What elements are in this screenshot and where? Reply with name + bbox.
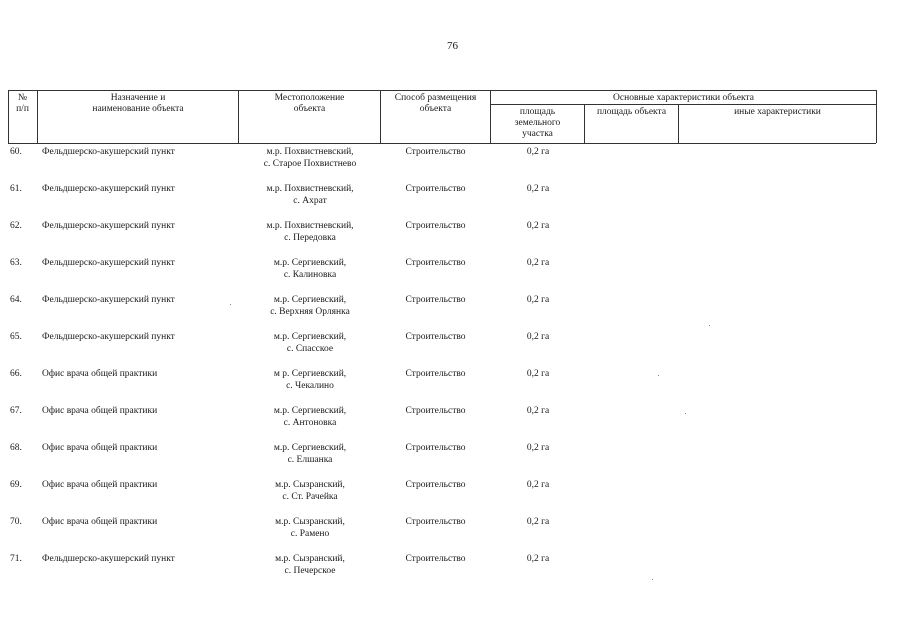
land-area: 0,2 га [526, 480, 550, 490]
land-area: 0,2 га [526, 221, 550, 231]
row-number: 71. [10, 554, 22, 564]
table-row [0, 516, 905, 553]
location-village: с. Ахрат [293, 196, 327, 206]
table-row [0, 220, 905, 257]
location-district: м.р. Похвистневский, [266, 147, 354, 157]
land-area: 0,2 га [526, 517, 550, 527]
location-district: м.р. Сызранский, [275, 480, 345, 490]
object-location [240, 294, 380, 318]
table-row [0, 331, 905, 368]
object-name: Офис врача общей практики [42, 517, 158, 527]
object-location [240, 368, 380, 392]
location-village: с. Рамено [290, 529, 330, 539]
row-number: 69. [10, 480, 22, 490]
object-location [240, 146, 380, 170]
location-district: м р. Сергиевский, [273, 369, 347, 379]
location-village: с. Калиновка [283, 270, 337, 280]
row-number: 66. [10, 369, 22, 379]
table-row [0, 405, 905, 442]
object-name: Фельдшерско-акушерский пункт [42, 147, 175, 157]
object-name: Фельдшерско-акушерский пункт [42, 332, 175, 342]
row-number: 67. [10, 406, 22, 416]
table-row [0, 479, 905, 516]
header-location-line: объекта [293, 104, 326, 114]
header-land-area-line: земельного [514, 118, 561, 128]
placement-method: Строительство [405, 480, 466, 490]
placement-method: Строительство [405, 369, 466, 379]
header-subgroup-border [490, 104, 876, 105]
land-area: 0,2 га [526, 147, 550, 157]
object-location [240, 553, 380, 577]
header-method-line: объекта [419, 104, 452, 114]
object-name: Фельдшерско-акушерский пункт [42, 554, 175, 564]
object-name: Офис врача общей практики [42, 369, 158, 379]
scan-speck [230, 304, 231, 305]
header-bottom-border [8, 143, 876, 144]
header-object-area: площадь объекта [596, 107, 667, 117]
placement-method: Строительство [405, 258, 466, 268]
scan-speck [709, 325, 710, 326]
location-village: с. Старое Похвистнево [263, 159, 357, 169]
object-name: Офис врача общей практики [42, 443, 158, 453]
placement-method: Строительство [405, 332, 466, 342]
header-num-line: п/п [16, 104, 29, 114]
header-top-border [8, 90, 876, 91]
land-area: 0,2 га [526, 258, 550, 268]
placement-method: Строительство [405, 184, 466, 194]
object-location [240, 220, 380, 244]
placement-method: Строительство [405, 517, 466, 527]
object-name: Фельдшерско-акушерский пункт [42, 184, 175, 194]
location-district: м.р. Сызранский, [275, 517, 345, 527]
object-name: Офис врача общей практики [42, 406, 158, 416]
location-district: м.р. Сызранский, [275, 554, 345, 564]
land-area: 0,2 га [526, 406, 550, 416]
header-col-divider [876, 90, 877, 143]
header-name-line: Назначение и [110, 93, 166, 103]
placement-method: Строительство [405, 406, 466, 416]
scan-speck [685, 413, 686, 414]
header-land-area-line: участка [522, 129, 553, 139]
location-village: с. Спасское [286, 344, 334, 354]
row-number: 68. [10, 443, 22, 453]
row-number: 60. [10, 147, 22, 157]
row-number: 65. [10, 332, 22, 342]
row-number: 64. [10, 295, 22, 305]
table-row [0, 146, 905, 183]
header-name-line: наименование объекта [92, 104, 184, 114]
land-area: 0,2 га [526, 369, 550, 379]
location-village: с. Антоновка [283, 418, 337, 428]
object-location [240, 516, 380, 540]
location-village: с. Ст. Рачейка [282, 492, 338, 502]
object-name: Фельдшерско-акушерский пункт [42, 258, 175, 268]
header-location [239, 93, 380, 115]
placement-method: Строительство [405, 221, 466, 231]
location-district: м.р. Сергиевский, [273, 406, 347, 416]
table-row [0, 294, 905, 331]
object-name: Фельдшерско-акушерский пункт [42, 221, 175, 231]
table-row [0, 442, 905, 479]
placement-method: Строительство [405, 295, 466, 305]
location-village: с. Елшанка [287, 455, 333, 465]
location-village: с. Печерское [284, 566, 336, 576]
land-area: 0,2 га [526, 554, 550, 564]
placement-method: Строительство [405, 147, 466, 157]
placement-method: Строительство [405, 554, 466, 564]
scan-speck [652, 579, 653, 580]
object-location [240, 257, 380, 281]
row-number: 70. [10, 517, 22, 527]
object-location [240, 331, 380, 355]
header-num-line: № [17, 93, 28, 103]
object-name: Офис врача общей практики [42, 480, 158, 490]
header-location-line: Местоположение [274, 93, 345, 103]
location-district: м.р. Сергиевский, [273, 332, 347, 342]
header-name [38, 93, 238, 115]
location-district: м.р. Сергиевский, [273, 258, 347, 268]
object-location [240, 405, 380, 429]
header-land-area-line: площадь [519, 107, 556, 117]
table-row [0, 183, 905, 220]
location-district: м.р. Сергиевский, [273, 295, 347, 305]
land-area: 0,2 га [526, 332, 550, 342]
land-area: 0,2 га [526, 184, 550, 194]
location-village: с. Передовка [284, 233, 336, 243]
header-num [8, 93, 37, 115]
row-number: 63. [10, 258, 22, 268]
header-method-line: Способ размещения [394, 93, 477, 103]
location-district: м.р. Сергиевский, [273, 443, 347, 453]
table-row [0, 553, 905, 590]
placement-method: Строительство [405, 443, 466, 453]
header-land-area [491, 107, 584, 140]
object-location [240, 183, 380, 207]
row-number: 62. [10, 221, 22, 231]
location-village: с. Чекалино [286, 381, 334, 391]
object-name: Фельдшерско-акушерский пункт [42, 295, 175, 305]
location-district: м.р. Похвистневский, [266, 221, 354, 231]
location-village: с. Верхняя Орлянка [270, 307, 350, 317]
page-number: 76 [447, 40, 458, 52]
land-area: 0,2 га [526, 443, 550, 453]
location-district: м.р. Похвистневский, [266, 184, 354, 194]
header-other: иные характеристики [734, 107, 821, 117]
header-method [381, 93, 490, 115]
header-main-chars: Основные характеристики объекта [613, 93, 754, 103]
object-location [240, 442, 380, 466]
object-location [240, 479, 380, 503]
table-row [0, 368, 905, 405]
table-row [0, 257, 905, 294]
scan-speck [658, 375, 659, 376]
land-area: 0,2 га [526, 295, 550, 305]
row-number: 61. [10, 184, 22, 194]
